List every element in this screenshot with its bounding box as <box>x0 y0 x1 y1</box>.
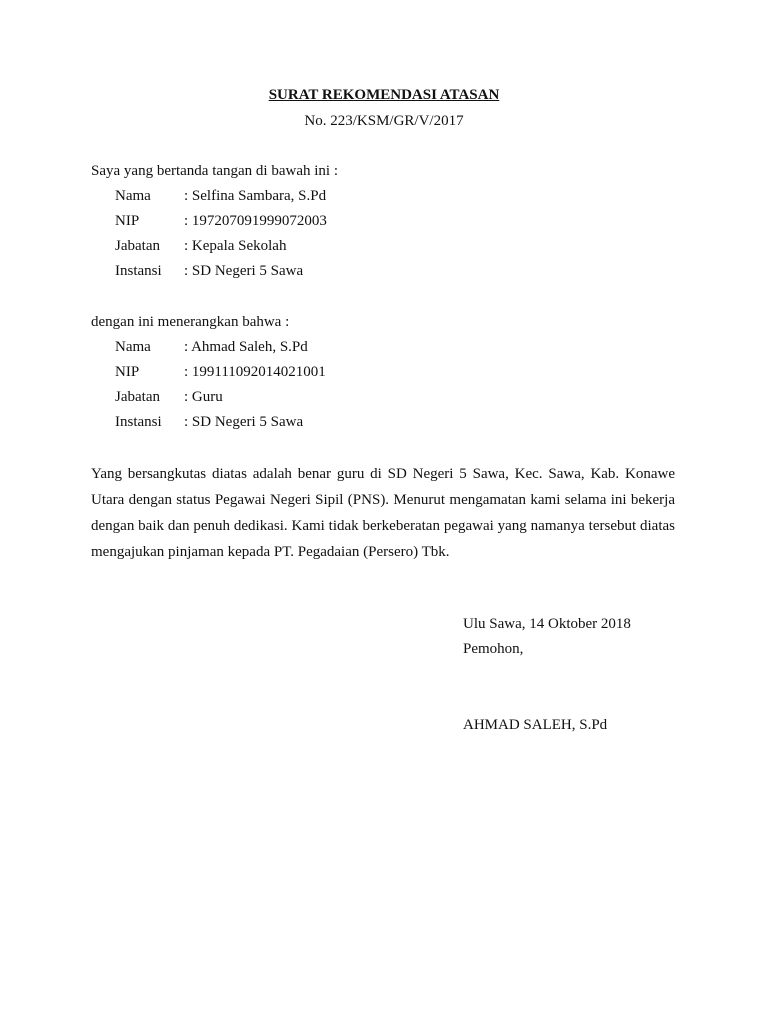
applicant-name: AHMAD SALEH, S.Pd <box>463 717 608 733</box>
body-paragraph: Yang bersangkutas diatas adalah benar guru di SD Negeri 5 Sawa, Kec. Sawa, Kab. Konawe Utara dengan status Pegawai Negeri Sipil (PNS). Menurut mengamatan kami selama ini bekerja dengan baik dan penuh dedikasi. Kami tidak berkeberatan pegawai yang namanya tersebut diatas mengajukan pinjaman kepada PT. Pegadaian (Persero) Tbk. <box>91 466 675 560</box>
field-label: Instansi <box>115 263 162 279</box>
subject-row-position <box>115 388 223 406</box>
field-value: : Ahmad Saleh, S.Pd <box>184 339 308 355</box>
field-label: Nama <box>115 188 151 204</box>
subject-row-nip <box>115 363 326 381</box>
signer-row-nip <box>115 212 327 230</box>
field-label: Jabatan <box>115 389 160 405</box>
signer-row-institution <box>115 262 303 280</box>
field-value: : 199111092014021001 <box>184 364 326 380</box>
field-label: Jabatan <box>115 238 160 254</box>
field-value: : Selfina Sambara, S.Pd <box>184 188 327 204</box>
field-label: Instansi <box>115 414 162 430</box>
field-label: Nama <box>115 339 151 355</box>
closing-text: Pemohon, <box>463 641 524 657</box>
field-value: : 197207091999072003 <box>184 213 327 229</box>
place-date: Ulu Sawa, 14 Oktober 2018 <box>463 616 631 632</box>
field-value: : SD Negeri 5 Sawa <box>184 414 304 430</box>
signer-row-position <box>115 237 286 255</box>
signer-row-name <box>115 187 326 205</box>
field-value: : Kepala Sekolah <box>184 238 287 254</box>
field-label: NIP <box>115 364 140 380</box>
field-label: NIP <box>115 213 140 229</box>
letter-number: No. 223/KSM/GR/V/2017 <box>304 113 464 129</box>
field-value: : SD Negeri 5 Sawa <box>184 263 304 279</box>
subject-row-name <box>115 338 308 356</box>
letter-title: SURAT REKOMENDASI ATASAN <box>268 87 500 103</box>
statement-text: dengan ini menerangkan bahwa : <box>91 314 290 330</box>
intro-text: Saya yang bertanda tangan di bawah ini : <box>91 163 339 179</box>
subject-row-institution <box>115 413 303 431</box>
field-value: : Guru <box>184 389 223 405</box>
